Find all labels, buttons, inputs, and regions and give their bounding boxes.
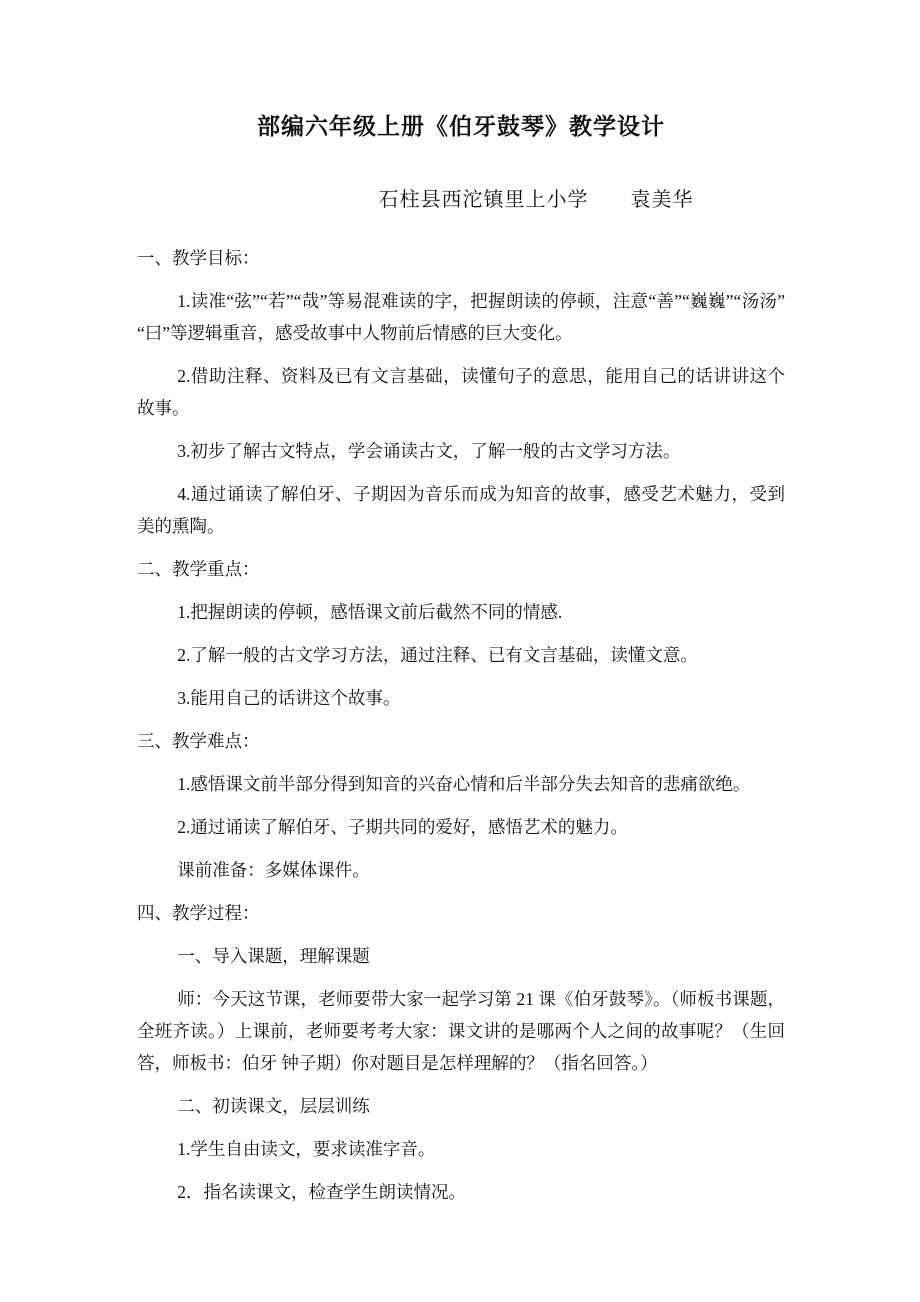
sub-heading: 一、导入课题，理解课题 [177,946,370,966]
section-heading: 四、教学过程： [137,903,260,923]
paragraph: 3.能用自己的话讲这个故事。 [177,688,401,708]
paragraph: 课前准备：多媒体课件。 [177,860,370,880]
paragraph: 1.学生自由读文，要求读准字音。 [177,1139,436,1159]
section-heading: 二、教学重点： [137,559,260,579]
paragraph: 师：今天这节课，老师要带大家一起学习第 21 课《伯牙鼓琴》。（师板书课题，全班齐读。）上课前，老师要考考大家：课文讲的是哪两个人之间的故事呢？（生回答，师板书：伯牙 钟子期）你对题目是怎样理解的？（指名回答。） [137,989,785,1073]
school-name: 石柱县西沱镇里上小学 [378,189,589,211]
document-title: 部编六年级上册《伯牙鼓琴》教学设计 [257,114,665,139]
paragraph: 1.把握朗读的停顿，感悟课文前后截然不同的情感. [177,602,563,622]
sub-heading: 二、初读课文，层层训练 [177,1096,370,1116]
paragraph: 2．指名读课文，检查学生朗读情况。 [177,1182,466,1202]
paragraph: 1.读准“弦”“若”“哉”等易混难读的字，把握朗读的停顿，注意“善”“巍巍”“汤汤”“曰”等逻辑重音，感受故事中人物前后情感的巨大变化。 [137,291,785,343]
paragraph: 4.通过诵读了解伯牙、子期因为音乐而成为知音的故事，感受艺术魅力，受到美的熏陶。 [137,484,785,536]
author-name: 袁美华 [630,189,694,211]
section-heading: 三、教学难点： [137,731,260,751]
byline [137,188,785,212]
section-heading: 一、教学目标： [137,248,260,268]
paragraph: 2.了解一般的古文学习方法，通过注释、已有文言基础，读懂文意。 [177,645,698,665]
document-body [137,242,785,1208]
paragraph: 1.感悟课文前半部分得到知音的兴奋心情和后半部分失去知音的悲痛欲绝。 [177,774,751,794]
paragraph: 3.初步了解古文特点，学会诵读古文，了解一般的古文学习方法。 [177,441,681,461]
paragraph: 2.借助注释、资料及已有文言基础，读懂句子的意思，能用自己的话讲讲这个故事。 [137,366,785,418]
paragraph: 2.通过诵读了解伯牙、子期共同的爱好，感悟艺术的魅力。 [177,817,628,837]
